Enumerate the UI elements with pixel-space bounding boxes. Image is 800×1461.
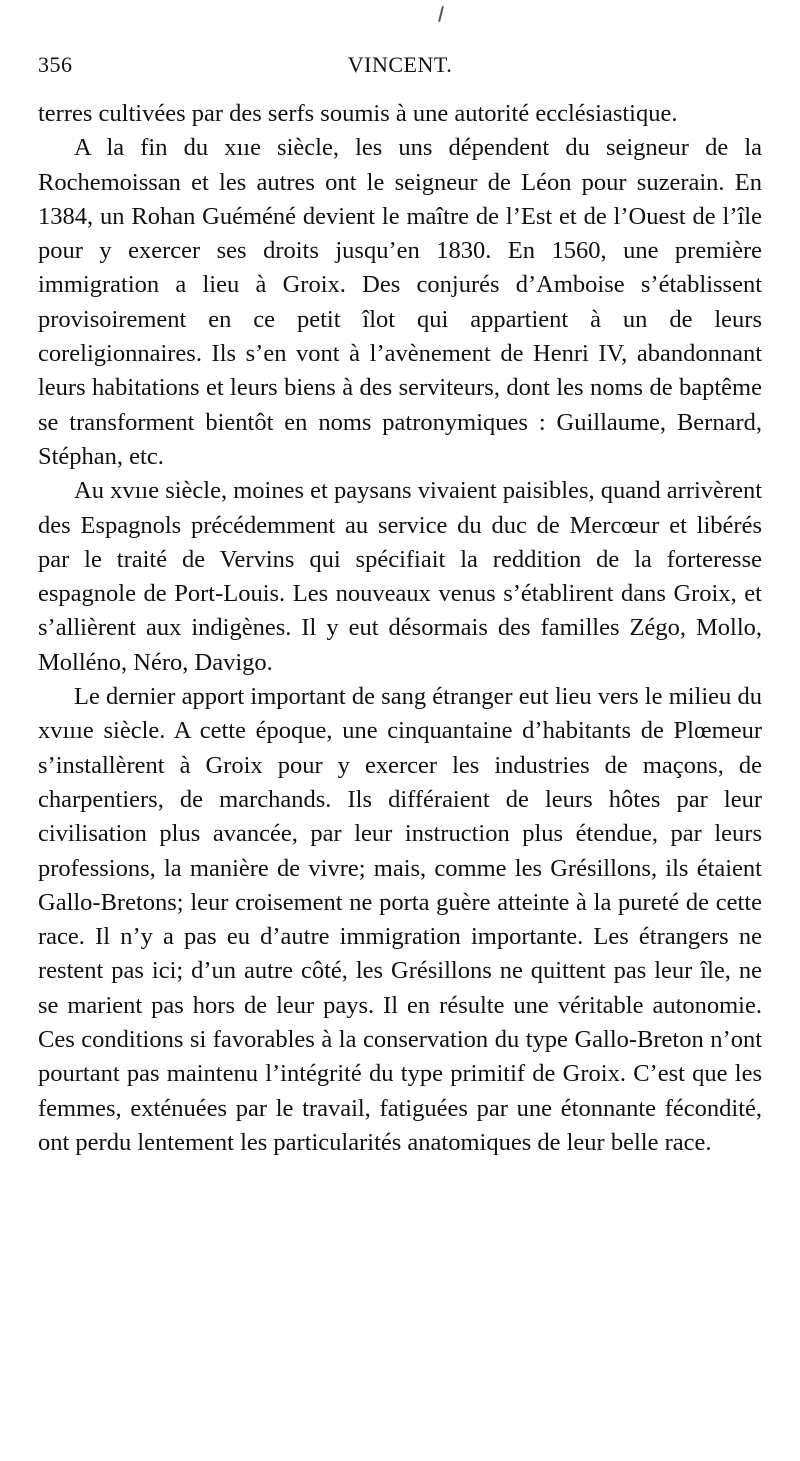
page-number: 356 xyxy=(38,52,73,77)
running-title: VINCENT. xyxy=(347,52,453,77)
body-text xyxy=(38,97,762,1160)
ink-mark xyxy=(438,6,444,22)
paragraph: Le dernier apport important de sang étranger eut lieu vers le milieu du xvıııe siècle. A cette époque, une cinquantaine d’habitants de Plœmeur s’installèrent à Groix pour y exercer les industries de maçons, de charpentiers, de marchands. Ils différaient de leurs hôtes par leur civilisation plus avancée, par leur instruction plus étendue, par leurs professions, la manière de vivre; mais, comme les Grésillons, ils étaient Gallo-Bretons; leur croisement ne porta guère atteinte à la pureté de cette race. Il n’y a pas eu d’autre immigration importante. Les étrangers ne restent pas ici; d’un autre côté, les Grésillons ne quittent pas leur île, ne se marient pas hors de leur pays. Il en résulte une véritable autonomie. Ces conditions si favorables à la conservation du type Gallo-Breton n’ont pourtant pas maintenu l’intégrité du type primitif de Groix. C’est que les femmes, exténuées par le travail, fatiguées par une étonnante fécondité, ont perdu lentement les particularités anatomiques de leur belle race. xyxy=(38,683,762,1156)
page xyxy=(38,0,762,1461)
paragraph: Au xvııe siècle, moines et paysans vivaient paisibles, quand arrivèrent des Espagnols précédemment au service du duc de Mercœur et libérés par le traité de Vervins qui spécifiait la reddition de la forteresse espagnole de Port-Louis. Les nouveaux venus s’établirent dans Groix, et s’allièrent aux indigènes. Il y eut désormais des familles Zégo, Mollo, Molléno, Néro, Davigo. xyxy=(38,477,762,676)
paragraph-continued: terres cultivées par des serfs soumis à une autorité ecclésiastique. xyxy=(38,100,678,127)
paragraph: A la fin du xııe siècle, les uns dépendent du seigneur de la Rochemoissan et les autres ont le seigneur de Léon pour suzerain. En 1384, un Rohan Guéméné devient le maître de l’Est et de l’Ouest de l’île pour y exercer ses droits jusqu’en 1830. En 1560, une première immigration a lieu à Groix. Des conjurés d’Amboise s’établissent provisoirement en ce petit îlot qui appartient à un de leurs coreligionnaires. Ils s’en vont à l’avènement de Henri IV, abandonnant leurs habitations et leurs biens à des serviteurs, dont les noms de baptême se transforment bientôt en noms patronymiques : Guillaume, Bernard, Stéphan, etc. xyxy=(38,134,762,470)
running-head xyxy=(38,52,762,82)
